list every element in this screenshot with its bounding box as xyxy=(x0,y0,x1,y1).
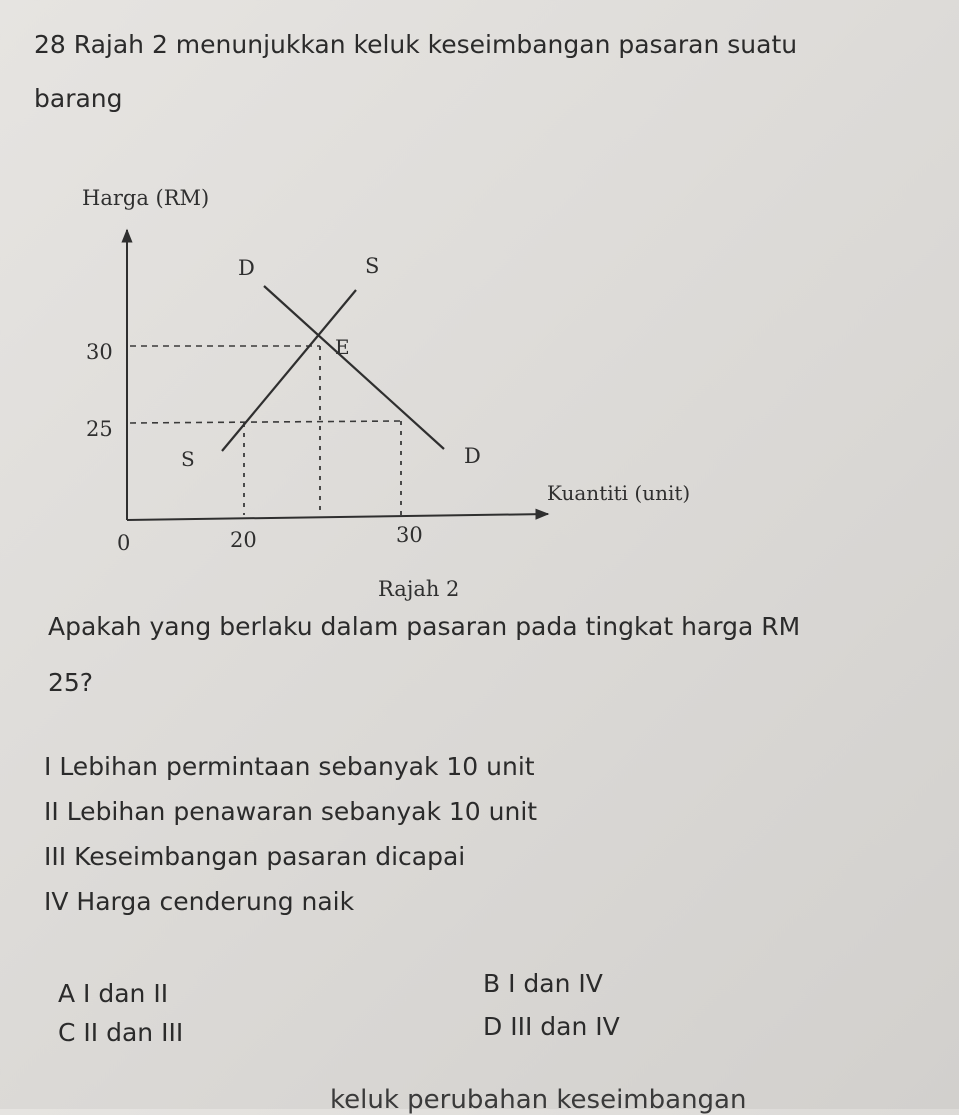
x-axis-label: Kuantiti (unit) xyxy=(547,481,691,505)
option-c: C II dan III xyxy=(58,1018,184,1047)
question-text-line2: barang xyxy=(34,84,123,113)
demand-label-top: D xyxy=(238,256,255,280)
prompt-line1: Apakah yang berlaku dalam pasaran pada tingkat harga RM xyxy=(48,612,801,641)
statement-i: I Lebihan permintaan sebanyak 10 unit xyxy=(44,752,535,781)
supply-curve xyxy=(222,290,356,451)
y-tick-30: 30 xyxy=(86,340,113,364)
option-a: A I dan II xyxy=(58,979,169,1008)
diagram-caption: Rajah 2 xyxy=(378,577,460,601)
option-b: B I dan IV xyxy=(483,969,603,998)
supply-label-top: S xyxy=(365,254,380,278)
option-d: D III dan IV xyxy=(483,1012,620,1041)
statement-iv: IV Harga cenderung naik xyxy=(44,887,355,916)
guide-price-25 xyxy=(130,421,400,423)
origin-label: 0 xyxy=(117,531,131,555)
question-text-line1: 28 Rajah 2 menunjukkan keluk keseimbangan pasaran suatu xyxy=(34,30,798,59)
equilibrium-label: E xyxy=(335,335,350,359)
prompt-line2: 25? xyxy=(48,668,94,697)
y-tick-25: 25 xyxy=(86,417,113,441)
y-axis-label: Harga (RM) xyxy=(82,186,210,210)
x-tick-30: 30 xyxy=(396,523,423,547)
supply-label-bottom: S xyxy=(181,447,195,471)
statement-iii: III Keseimbangan pasaran dicapai xyxy=(44,842,466,871)
statement-ii: II Lebihan penawaran sebanyak 10 unit xyxy=(44,797,538,826)
x-tick-20: 20 xyxy=(230,528,257,552)
next-text-cut-off: keluk perubahan keseimbangan xyxy=(330,1085,747,1115)
x-axis xyxy=(127,514,548,520)
demand-label-bottom: D xyxy=(464,444,481,468)
